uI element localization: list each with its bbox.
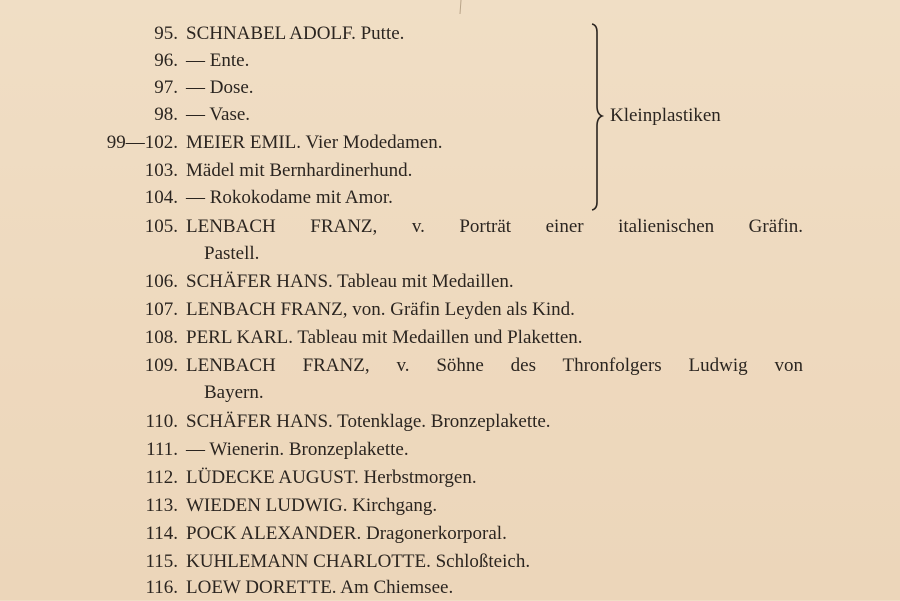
entry-text: MEIER EMIL. Vier Modedamen. [186,132,443,153]
entry-text: WIEDEN LUDWIG. Kirchgang. [186,495,438,516]
entry-text: LENBACH FRANZ, v. Porträt einer italienischen Gräfin. [186,216,803,237]
entry-text: PERL KARL. Tableau mit Medaillen und Plaketten. [186,327,583,348]
entry-number: 108. [144,327,178,348]
group-label: Kleinplastiken [610,105,721,126]
right-brace [588,22,612,212]
entry-number: 111. [146,439,178,460]
entry-text: — Ente. [186,50,250,71]
pencil-mark [459,0,462,16]
entry-text: — Wienerin. Bronzeplakette. [186,439,409,460]
entry-text: POCK ALEXANDER. Dragonerkorporal. [186,523,507,544]
entry-text: LÜDECKE AUGUST. Herbstmorgen. [186,467,477,488]
entry-number: 104. [144,187,178,208]
entry-number: 96. [154,50,178,71]
entry-text: — Rokokodame mit Amor. [186,187,393,208]
entry-number: 113. [145,495,178,516]
entry-number: 98. [154,104,178,125]
entry-number: 107. [144,299,178,320]
entry-number: 114. [145,523,178,544]
entry-text: — Dose. [186,77,254,98]
entry-number: 110. [145,411,178,432]
entry-text: LENBACH FRANZ, v. Söhne des Thronfolgers Ludwig von [186,355,803,376]
entry-text: Mädel mit Bernhardinerhund. [186,160,413,181]
entry-continuation: Pastell. [204,243,260,264]
entry-text: KUHLEMANN CHARLOTTE. Schloßteich. [186,551,531,572]
entry-text: LOEW DORETTE. Am Chiemsee. [186,577,454,598]
entry-text: — Vase. [186,104,251,125]
entry-number: 115. [145,551,178,572]
entry-continuation: Bayern. [204,382,264,403]
entry-text: SCHNABEL ADOLF. Putte. [186,23,405,44]
entry-number: 97. [154,77,178,98]
entry-number: 95. [154,23,178,44]
entry-number: 105. [144,216,178,237]
entry-number: 116. [145,577,178,598]
entry-number: 99—102. [106,132,178,153]
entry-number: 112. [145,467,178,488]
entry-text: LENBACH FRANZ, von. Gräfin Leyden als Kind. [186,299,575,320]
entry-number: 106. [144,271,178,292]
entry-number: 103. [144,160,178,181]
entry-text: SCHÄFER HANS. Totenklage. Bronzeplakette. [186,411,551,432]
entry-text: SCHÄFER HANS. Tableau mit Medaillen. [186,271,514,292]
entry-number: 109. [144,355,178,376]
